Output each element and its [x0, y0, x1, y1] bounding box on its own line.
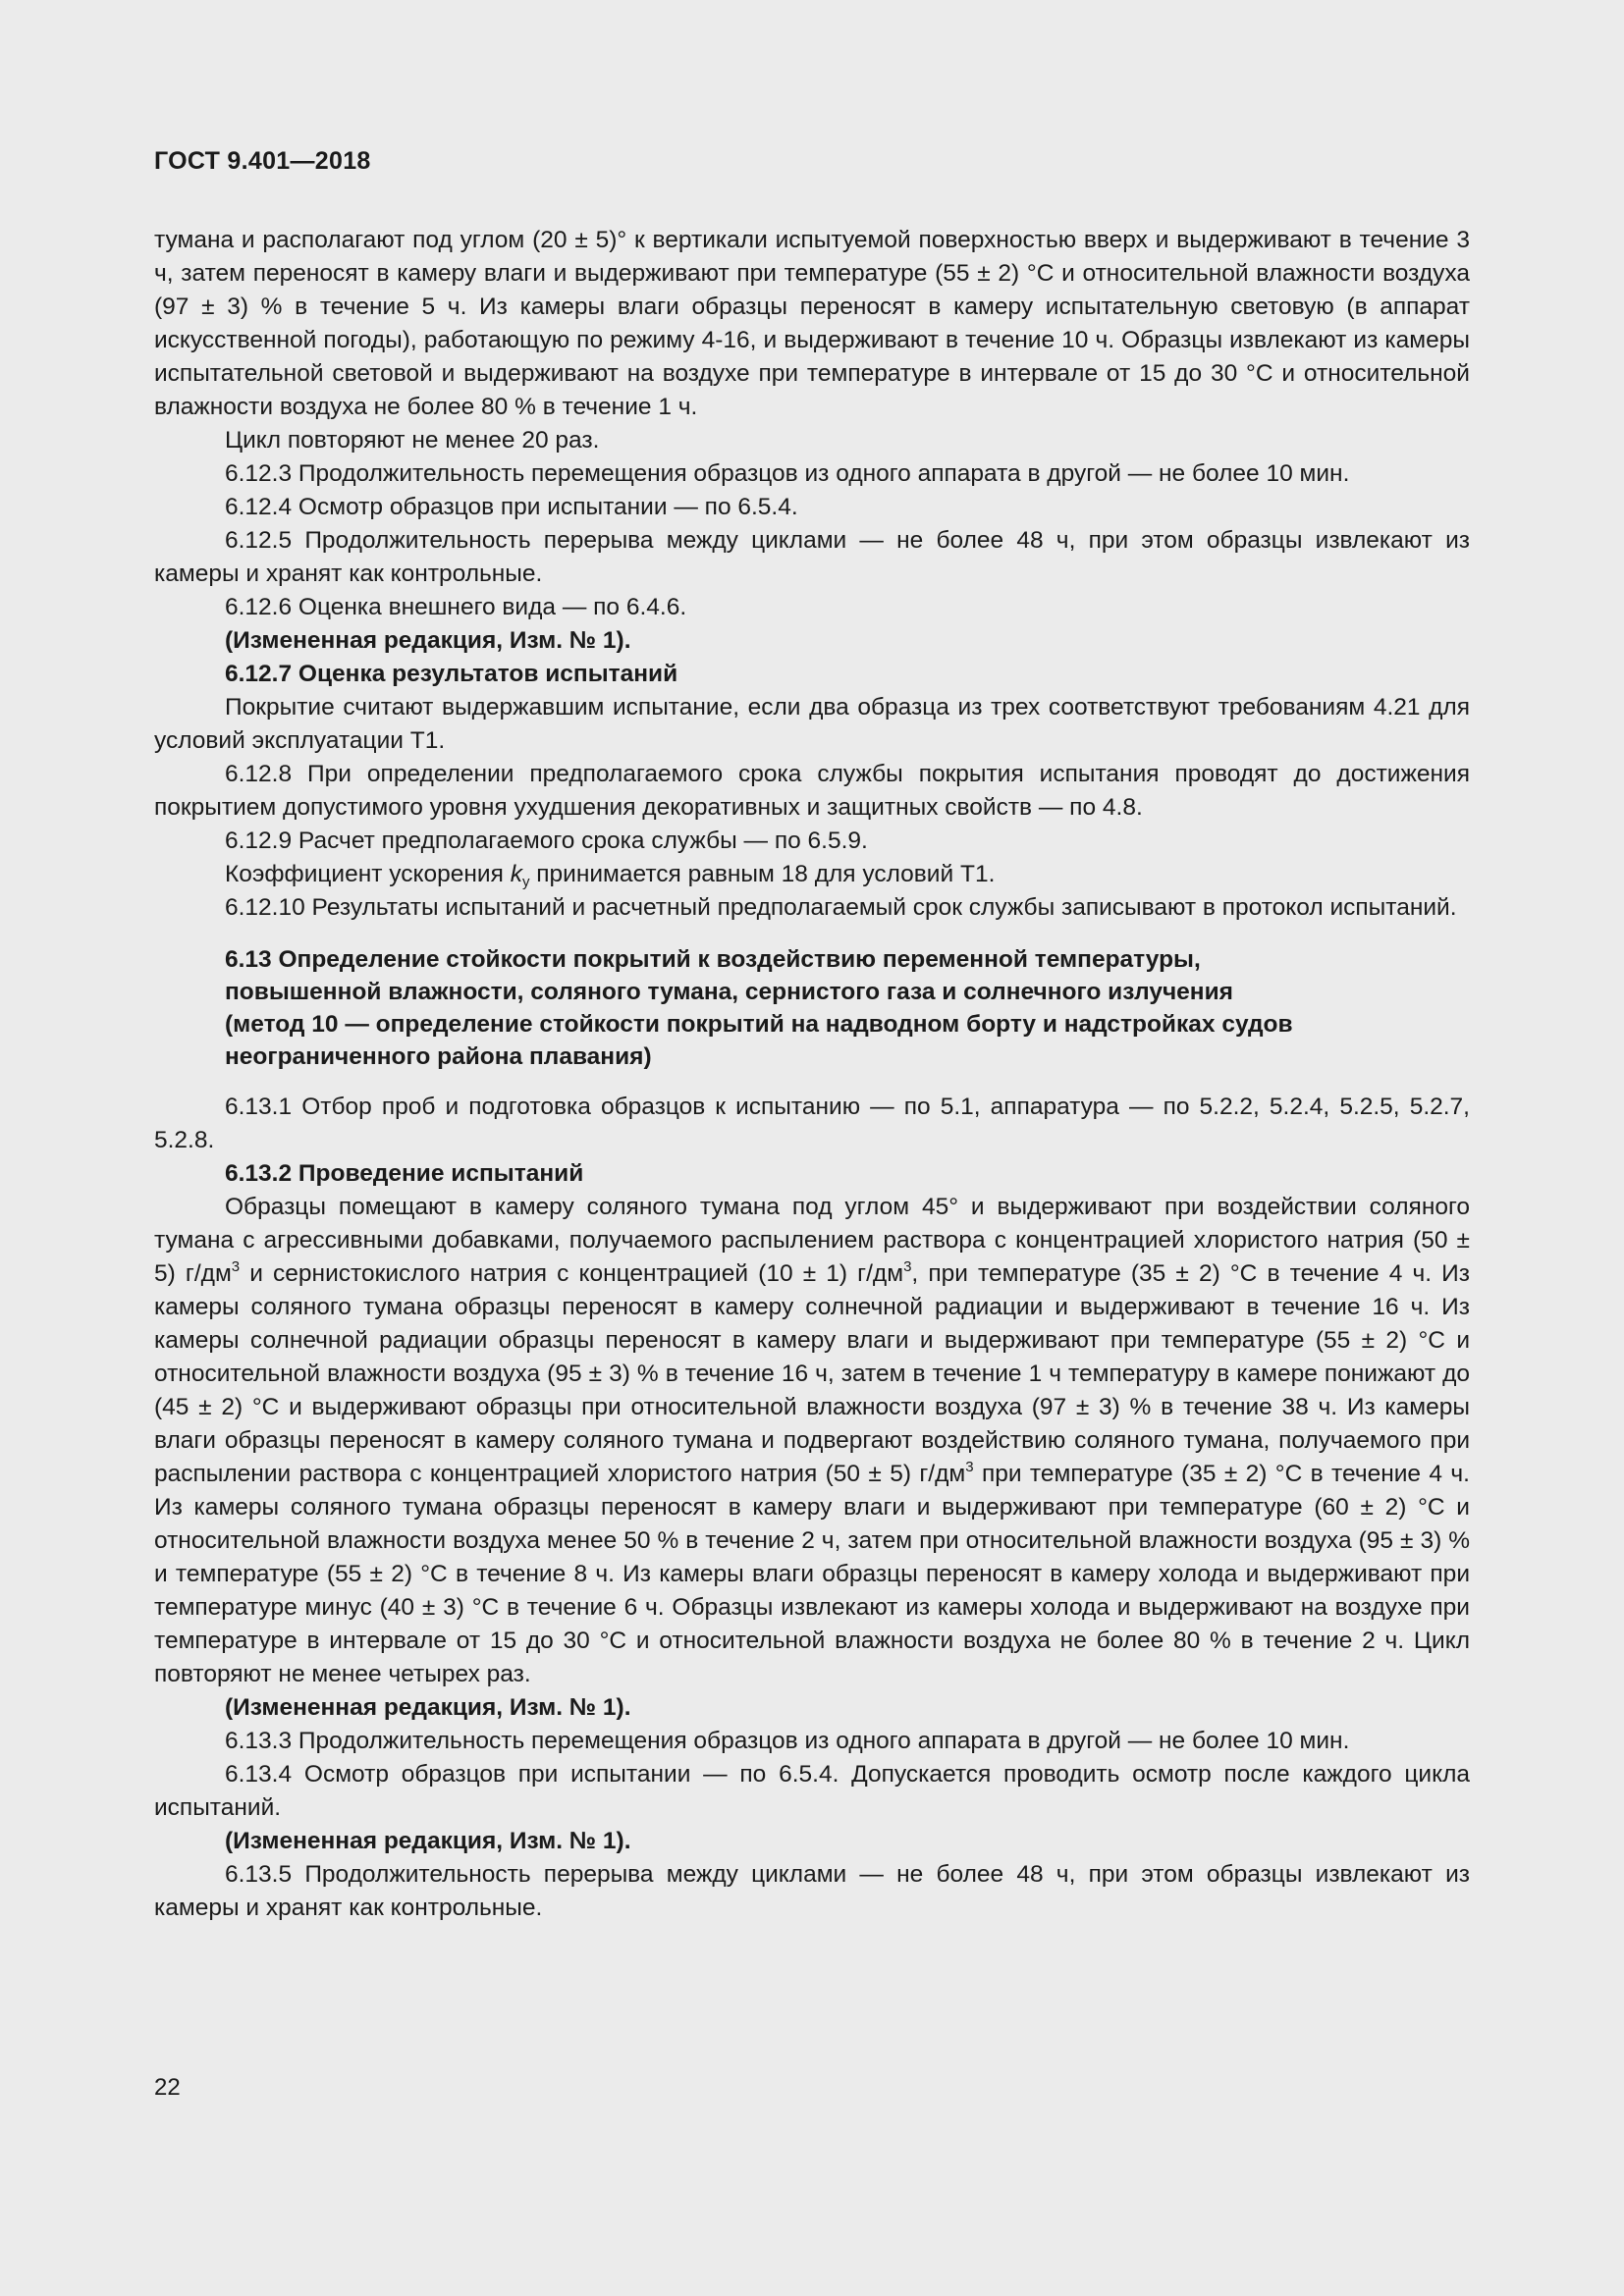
- paragraph-6-13-5: 6.13.5 Продолжительность перерыва между циклами — не более 48 ч, при этом образцы извлекают из камеры и хранят как контрольные.: [154, 1861, 1470, 1921]
- paragraph-6-12-5: 6.12.5 Продолжительность перерыва между циклами — не более 48 ч, при этом образцы извлекают из камеры и хранят как контрольные.: [154, 527, 1470, 587]
- test-procedure-a: Образцы помещают в камеру соляного тумана под углом 45° и выдерживают при воздействии соляного тумана с агрессивными добавками, получаемого распылением раствора с концентрацией хлористого натрия (50 ± 5) г/дм: [154, 1194, 1470, 1287]
- paragraph-6-12-10: 6.12.10 Результаты испытаний и расчетный предполагаемый срок службы записывают в протокол испытаний.: [225, 894, 1457, 921]
- paragraph-6-13-3: 6.13.3 Продолжительность перемещения образцов из одного аппарата в другой — не более 10 мин.: [225, 1728, 1350, 1754]
- amendment-note: (Измененная редакция, Изм. № 1).: [225, 1828, 631, 1854]
- coefficient-text-a: Коэффициент ускорения: [225, 861, 511, 887]
- page-number: 22: [154, 2074, 181, 2101]
- section-title-line-3: (метод 10 — определение стойкости покрытий на надводном борту и надстройках судов: [225, 1011, 1293, 1038]
- amendment-note: (Измененная редакция, Изм. № 1).: [225, 627, 631, 654]
- paragraph-6-12-7-text: Покрытие считают выдержавшим испытание, если два образца из трех соответствуют требованиям 4.21 для условий эксплуатации Т1.: [154, 694, 1470, 754]
- heading-6-12-7: 6.12.7 Оценка результатов испытаний: [225, 661, 678, 687]
- paragraph-6-12-9: 6.12.9 Расчет предполагаемого срока службы — по 6.5.9.: [225, 828, 868, 854]
- section-title-line-4: неограниченного района плавания): [225, 1043, 652, 1070]
- paragraph-6-13-2-text: [154, 1191, 1470, 1691]
- test-procedure-b: и сернистокислого натрия с концентрацией (10 ± 1) г/дм: [240, 1260, 904, 1287]
- paragraph-6-12-4: 6.12.4 Осмотр образцов при испытании — по 6.5.4.: [225, 494, 798, 520]
- paragraph-6-12-6: 6.12.6 Оценка внешнего вида — по 6.4.6.: [225, 594, 687, 620]
- section-title-line-1: 6.13 Определение стойкости покрытий к воздействию переменной температуры,: [225, 946, 1201, 973]
- amendment-note: (Измененная редакция, Изм. № 1).: [225, 1694, 631, 1721]
- paragraph-6-13-4: 6.13.4 Осмотр образцов при испытании — по 6.5.4. Допускается проводить осмотр после каждого цикла испытаний.: [154, 1761, 1470, 1821]
- coefficient-subscript: у: [521, 874, 530, 890]
- superscript-1: 3: [231, 1258, 241, 1275]
- superscript-2: 3: [903, 1258, 912, 1275]
- paragraph-6-12-8: 6.12.8 При определении предполагаемого срока службы покрытия испытания проводят до достижения покрытием допустимого уровня ухудшения декоративных и защитных свойств — по 4.8.: [154, 761, 1470, 821]
- coefficient-symbol: k: [510, 861, 522, 887]
- paragraph-6-13-1: 6.13.1 Отбор проб и подготовка образцов к испытанию — по 5.1, аппаратура — по 5.2.2, 5.2.4, 5.2.5, 5.2.7, 5.2.8.: [154, 1094, 1470, 1153]
- document-header: ГОСТ 9.401—2018: [154, 147, 371, 175]
- heading-6-13-2: 6.13.2 Проведение испытаний: [225, 1160, 584, 1187]
- document-body: [154, 224, 1470, 1925]
- section-title-line-2: повышенной влажности, соляного тумана, сернистого газа и солнечного излучения: [225, 979, 1233, 1005]
- test-procedure-c: , при температуре (35 ± 2) °С в течение 4 ч. Из камеры соляного тумана образцы переносят в камеру солнечной радиации и выдерживают в течение 16 ч. Из камеры солнечной радиации образцы переносят в камеру влаги и выдерживают при температуре (55 ± 2) °С и относительной влажности воздуха (95 ± 3) % в течение 16 ч, затем в течение 1 ч температуру в камере понижают до (45 ± 2) °С и выдерживают образцы при относительной влажности воздуха (97 ± 3) % в течение 38 ч. Из камеры влаги образцы переносят в камеру соляного тумана и подвергают воздействию соляного тумана, получаемого при распылении раствора с концентрацией хлористого натрия (50 ± 5) г/дм: [154, 1260, 1471, 1487]
- coefficient-text-b: принимается равным 18 для условий Т1.: [529, 861, 996, 887]
- paragraph-acceleration-coefficient: [154, 858, 1470, 891]
- test-procedure-d: при температуре (35 ± 2) °С в течение 4 ч. Из камеры соляного тумана образцы переносят в камеру влаги и выдерживают при температуре (60 ± 2) °С и относительной влажности воздуха менее 50 % в течение 2 ч, затем при относительной влажности воздуха (95 ± 3) % и температуре (55 ± 2) °С в течение 8 ч. Из камеры влаги образцы переносят в камеру холода и выдерживают при температуре минус (40 ± 3) °С в течение 6 ч. Образцы извлекают из камеры холода и выдерживают на воздухе при температуре в интервале от 15 до 30 °С и относительной влажности воздуха не более 80 % в течение 2 ч. Цикл повторяют не менее четырех раз.: [154, 1461, 1470, 1687]
- paragraph-cycle-repeat: Цикл повторяют не менее 20 раз.: [225, 427, 600, 454]
- paragraph-6-12-3: 6.12.3 Продолжительность перемещения образцов из одного аппарата в другой — не более 10 мин.: [225, 460, 1350, 487]
- superscript-3: 3: [965, 1459, 974, 1475]
- section-title-6-13: [154, 943, 1470, 1073]
- paragraph-continuation: тумана и располагают под углом (20 ± 5)° к вертикали испытуемой поверхностью вверх и выдерживают в течение 3 ч, затем переносят в камеру влаги и выдерживают при температуре (55 ± 2) °С и относительной влажности воздуха (97 ± 3) % в течение 5 ч. Из камеры влаги образцы переносят в камеру испытательную световую (в аппарат искусственной погоды), работающую по режиму 4-16, и выдерживают в течение 10 ч. Образцы извлекают из камеры испытательной световой и выдерживают на воздухе при температуре в интервале от 15 до 30 °С и относительной влажности воздуха не более 80 % в течение 1 ч.: [154, 227, 1470, 420]
